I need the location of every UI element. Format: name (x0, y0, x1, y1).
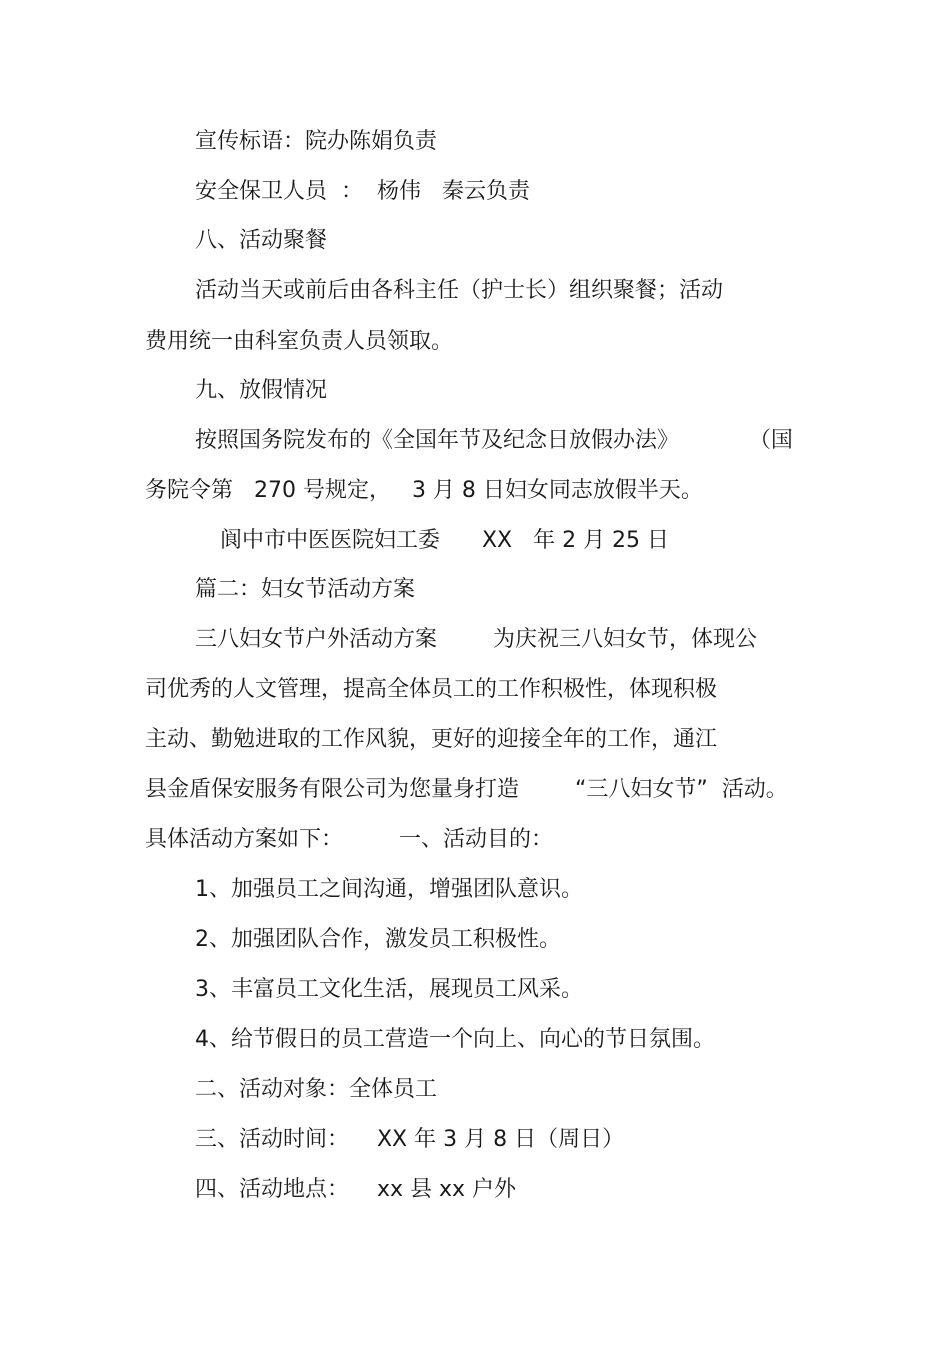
section-heading: 八、活动聚餐 (195, 228, 328, 253)
text-line: 务院令第 270 号规定， 3 月 8 日妇女同志放假半天。 (145, 478, 703, 503)
text-line: 具体活动方案如下： 一、活动目的： (145, 827, 553, 852)
text-line: 三八妇女节户外活动方案 为庆祝三八妇女节，体现公 (195, 627, 757, 652)
signature-line: 阆中市中医医院妇工委 XX 年 2 月 25 日 (220, 528, 670, 553)
section-heading: 四、活动地点： xx 县 xx 户外 (195, 1177, 517, 1202)
text-line: 县金盾保安服务有限公司为您量身打造 “三八妇女节” 活动。 (145, 777, 788, 802)
text-line: 活动当天或前后由各科主任（护士长）组织聚餐；活动 (195, 278, 724, 303)
list-item: 1、加强员工之间沟通，增强团队意识。 (195, 877, 583, 902)
section-heading: 九、放假情况 (195, 378, 328, 403)
section-heading: 篇二：妇女节活动方案 (195, 577, 416, 602)
text-line: 司优秀的人文管理，提高全体员工的工作积极性，体现积极 (145, 677, 718, 702)
section-heading: 三、活动时间： XX 年 3 月 8 日（周日） (195, 1127, 625, 1152)
text-line: 安全保卫人员 ： 杨伟 秦云负责 (195, 179, 530, 204)
text-line: 主动、勤勉进取的工作风貌，更好的迎接全年的工作，通江 (145, 727, 718, 752)
text-line: 按照国务院发布的《全国年节及纪念日放假办法》 （国 (195, 428, 793, 453)
list-item: 3、丰富员工文化生活，展现员工风采。 (195, 977, 583, 1002)
list-item: 2、加强团队合作，激发员工积极性。 (195, 927, 561, 952)
section-heading: 二、活动对象：全体员工 (195, 1077, 438, 1102)
text-line: 宣传标语：院办陈娟负责 (195, 129, 438, 154)
list-item: 4、给节假日的员工营造一个向上、向心的节日氛围。 (195, 1027, 715, 1052)
text-line: 费用统一由科室负责人员领取。 (145, 329, 454, 354)
